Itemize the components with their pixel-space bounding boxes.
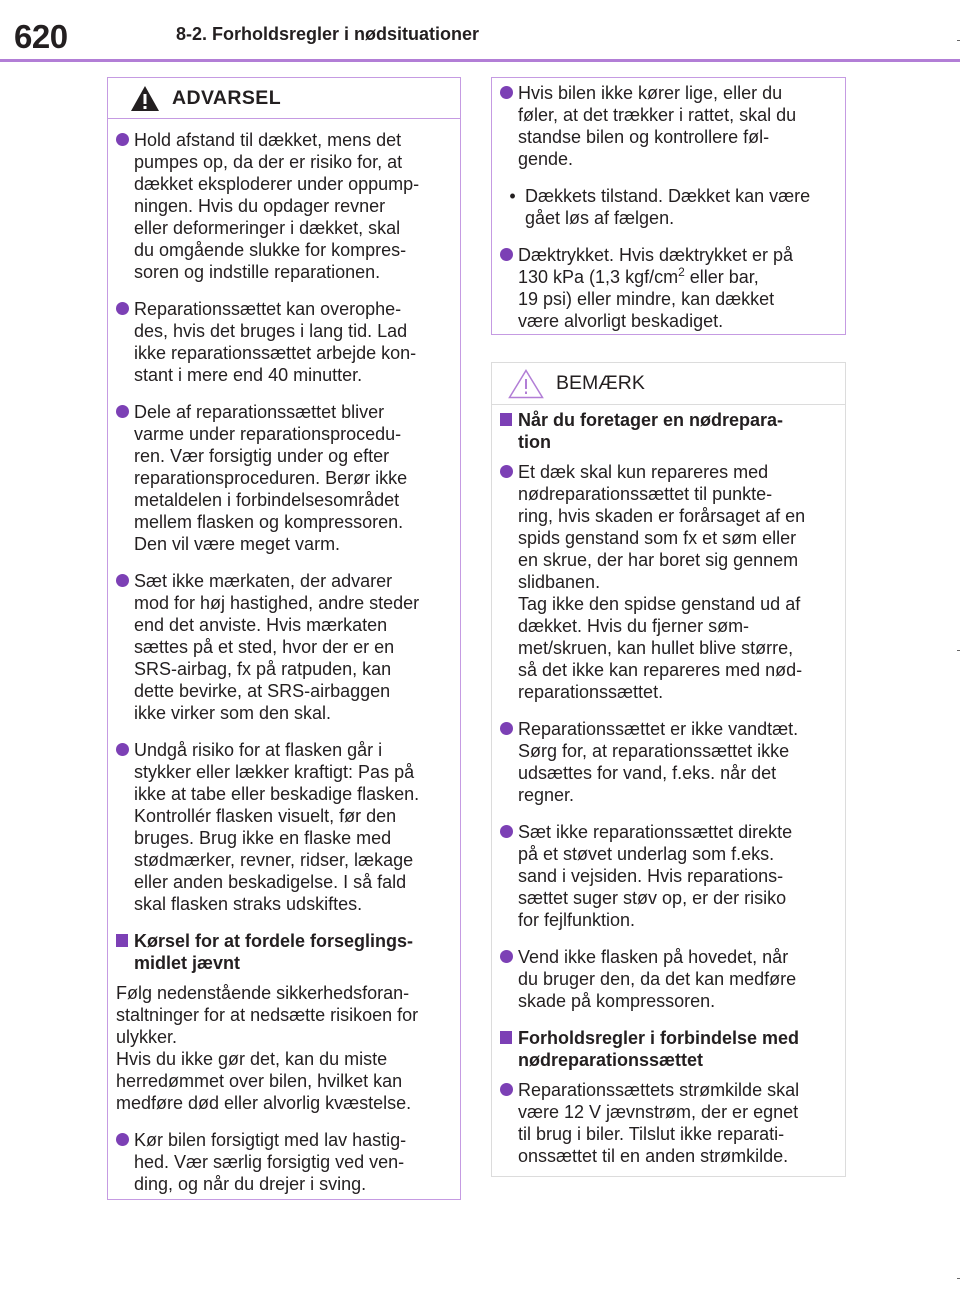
square-bullet-icon: [500, 413, 512, 426]
warning-triangle-icon: [130, 85, 160, 112]
bullet-icon: [500, 722, 513, 735]
bullet-icon: [500, 950, 513, 963]
bullet-icon: [500, 86, 513, 99]
bullet-icon: [116, 574, 129, 587]
subheading: Kørsel for at fordele forseglings- midlet jævnt: [116, 930, 448, 974]
notice-triangle-icon: [508, 369, 544, 399]
list-item: Dele af reparationssættet bliver varme under reparationsprocedu- ren. Vær forsigtig under og efter reparationsproceduren. Berør ikke metaldelen i forbindelsesområdet mellem flasken og kompressoren. Den vil være meget varm.: [116, 401, 448, 555]
paragraph: Følg nedenstående sikkerhedsforan- staltninger for at nedsætte risikoen for ulykker. Hvis du ikke gør det, kan du miste herredømmet over bilen, hvilket kan medføre død eller alvorlig kvæstelse.: [116, 983, 419, 1113]
bullet-icon: [116, 743, 129, 756]
notice-header: [492, 363, 845, 405]
bullet-icon: [116, 1133, 129, 1146]
subheading: Når du foretager en nødrepara- tion: [500, 409, 833, 453]
bullet-icon: [500, 465, 513, 478]
list-item: Hvis bilen ikke kører lige, eller du føler, at det trækker i rattet, skal du standse bilen og kontrollere føl- gende.: [500, 82, 833, 170]
list-item: Dæktrykket. Hvis dæktrykket er på 130 kPa (1,3 kgf/$cm^2$ eller bar, 19 psi) eller mindre, kan dækket være alvorligt beskadiget.: [500, 244, 833, 332]
square-bullet-icon: [500, 1031, 512, 1044]
warning-title: ADVARSEL: [172, 86, 282, 109]
list-item: Undgå risiko for at flasken går i stykker eller lækker kraftigt: Pas på ikke at tabe eller beskadige flasken. Kontrollér flasken visuelt, før den bruges. Brug ikke en flaske med stødmærker, revner, ridser, lækage eller anden beskadigelse. I så fald skal flasken straks udskiftes.: [116, 739, 448, 915]
dot-bullet: •: [509, 186, 516, 206]
list-item: Reparationssættet kan overophe- des, hvis det bruges i lang tid. Lad ikke reparationssættet arbejde kon- stant i mere end 40 minutter.: [116, 298, 448, 386]
warning-header: [108, 78, 460, 119]
list-item: Sæt ikke reparationssættet direkte på et støvet underlag som f.eks. sand i vejsiden. Hvis reparations- sættet suger støv op, er der risiko for fejlfunktion.: [500, 821, 833, 931]
bullet-icon: [116, 302, 129, 315]
warning-continued-box: [491, 77, 846, 335]
list-item: Hold afstand til dækket, mens det pumpes op, da der er risiko for, at dækket eksploderer under oppump- ningen. Hvis du opdager revner eller deformeringer i dækket, skal du omgående slukke for kompres- soren og indstille reparationen.: [116, 129, 448, 283]
subheading: Forholdsregler i forbindelse med nødreparationssættet: [500, 1027, 833, 1071]
list-item: Reparationssættets strømkilde skal være 12 V jævnstrøm, der er egnet til brug i biler. Tilslut ikke reparati- onssættet til en anden strømkilde.: [500, 1079, 833, 1167]
page-number: 620: [14, 18, 68, 55]
header-rule: [0, 59, 960, 62]
notice-box: [491, 362, 846, 1177]
warning-box: [107, 77, 461, 1200]
bullet-icon: [116, 133, 129, 146]
section-title: 8-2. Forholdsregler i nødsituationer: [176, 24, 480, 44]
list-item: • Dækkets tilstand. Dækket kan være gået løs af fælgen.: [500, 185, 833, 229]
bullet-icon: [500, 825, 513, 838]
list-item: Kør bilen forsigtigt med lav hastig- hed. Vær særlig forsigtig ved ven- ding, og når du drejer i sving.: [116, 1129, 448, 1195]
square-bullet-icon: [116, 934, 128, 947]
bullet-icon: [500, 1083, 513, 1096]
list-item: Reparationssættet er ikke vandtæt. Sørg for, at reparationssættet ikke udsættes for vand, f.eks. når det regner.: [500, 718, 833, 806]
list-item: Vend ikke flasken på hovedet, når du bruger den, da det kan medføre skade på kompressoren.: [500, 946, 833, 1012]
list-item: Sæt ikke mærkaten, der advarer mod for høj hastighed, andre steder end det anviste. Hvis mærkaten sættes på et sted, hvor der er en SRS-airbag, fx på ratpuden, kan dette bevirke, at SRS-airbaggen ikke virker som den skal.: [116, 570, 448, 724]
list-item: Et dæk skal kun repareres med nødreparationssættet til punkte- ring, hvis skaden er forårsaget af en spids genstand som fx et søm eller en skrue, der har boret sig gennem slidbanen. Tag ikke den spidse genstand ud af dækket. Hvis du fjerner søm- met/skruen, kan hullet blive større, så det ikke kan repareres med nød- reparationssættet.: [500, 461, 833, 703]
bullet-icon: [116, 405, 129, 418]
bullet-icon: [500, 248, 513, 261]
notice-title: BEMÆRK: [556, 372, 645, 394]
